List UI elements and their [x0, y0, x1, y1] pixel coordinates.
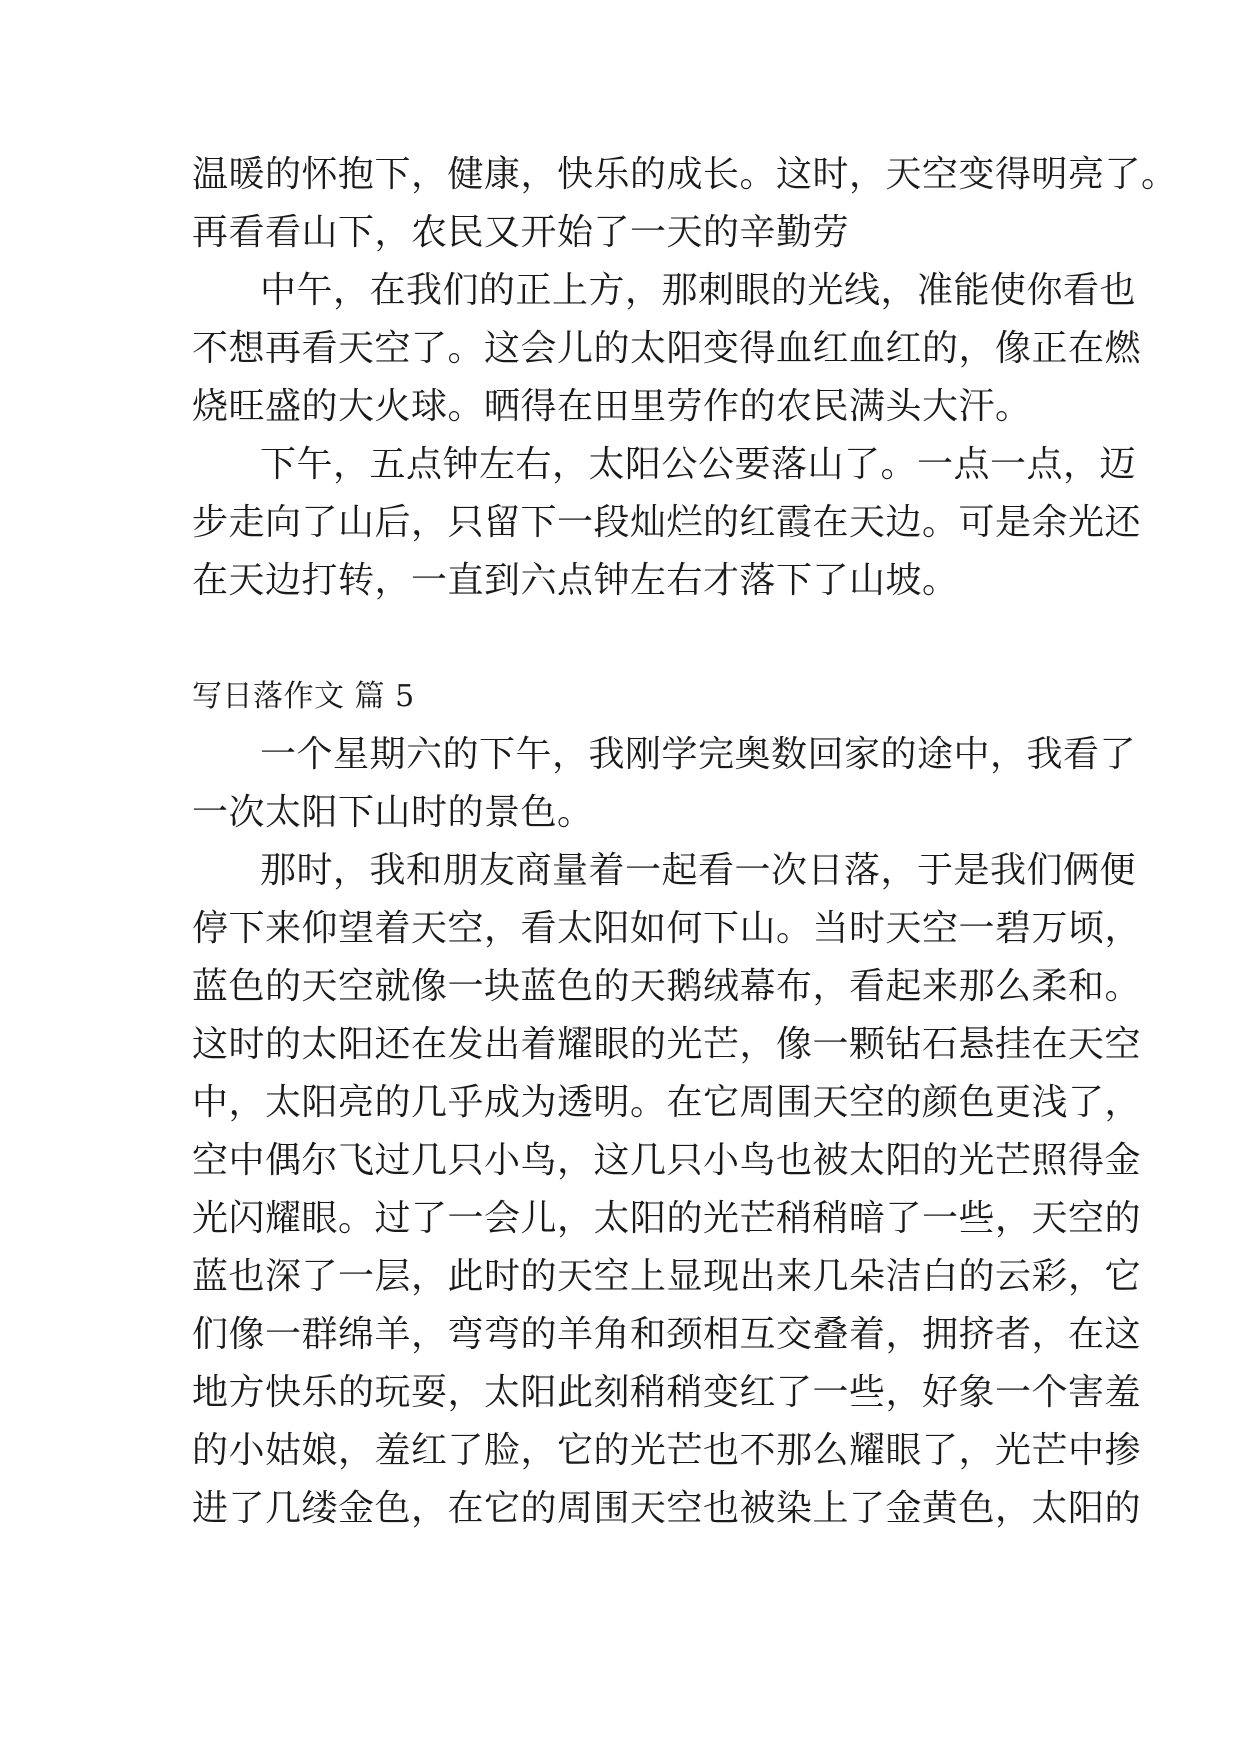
text-line: 进了几缕金色，在它的周围天空也被染上了金黄色，太阳的	[192, 1488, 1142, 1529]
text-line: 温暖的怀抱下，健康，快乐的成长。这时，天空变得明亮了。	[192, 154, 1178, 195]
text-line: 那时，我和朋友商量着一起看一次日落，于是我们俩便	[260, 850, 1137, 891]
text-line: 烧旺盛的大火球。晒得在田里劳作的农民满头大汗。	[192, 386, 1032, 427]
section-heading: 写日落作文 篇 5	[192, 679, 415, 714]
text-line: 这时的太阳还在发出着耀眼的光芒，像一颗钻石悬挂在天空	[192, 1024, 1142, 1065]
text-line: 地方快乐的玩耍，太阳此刻稍稍变红了一些，好象一个害羞	[192, 1372, 1142, 1413]
document-page	[192, 150, 1178, 1670]
text-line: 的小姑娘，羞红了脸，它的光芒也不那么耀眼了，光芒中掺	[192, 1430, 1142, 1471]
text-line: 光闪耀眼。过了一会儿，太阳的光芒稍稍暗了一些，天空的	[192, 1198, 1142, 1239]
text-line: 再看看山下，农民又开始了一天的辛勤劳	[192, 212, 850, 253]
text-line: 蓝色的天空就像一块蓝色的天鹅绒幕布，看起来那么柔和。	[192, 966, 1142, 1007]
text-line: 停下来仰望着天空，看太阳如何下山。当时天空一碧万顷，	[192, 908, 1142, 949]
text-line: 空中偶尔飞过几只小鸟，这几只小鸟也被太阳的光芒照得金	[192, 1140, 1142, 1181]
text-line: 一次太阳下山时的景色。	[192, 792, 594, 833]
text-line: 下午，五点钟左右，太阳公公要落山了。一点一点，迈	[260, 444, 1137, 485]
text-line: 步走向了山后，只留下一段灿烂的红霞在天边。可是余光还	[192, 502, 1142, 543]
text-line: 中午，在我们的正上方，那刺眼的光线，准能使你看也	[260, 270, 1137, 311]
text-line: 在天边打转，一直到六点钟左右才落下了山坡。	[192, 560, 959, 601]
text-line: 蓝也深了一层，此时的天空上显现出来几朵洁白的云彩，它	[192, 1256, 1142, 1297]
text-line: 一个星期六的下午，我刚学完奥数回家的途中，我看了	[260, 734, 1137, 775]
text-line: 们像一群绵羊，弯弯的羊角和颈相互交叠着，拥挤者，在这	[192, 1314, 1142, 1355]
text-line: 不想再看天空了。这会儿的太阳变得血红血红的，像正在燃	[192, 328, 1142, 369]
text-line: 中，太阳亮的几乎成为透明。在它周围天空的颜色更浅了，	[192, 1082, 1142, 1123]
